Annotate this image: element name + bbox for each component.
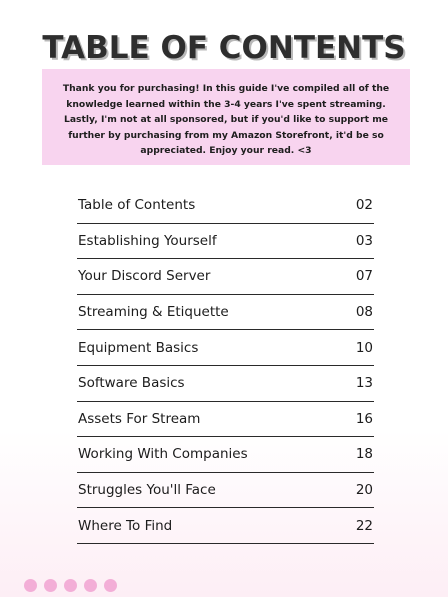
- toc-entry-page: 08: [355, 304, 373, 321]
- toc-row[interactable]: [77, 508, 374, 544]
- toc-row[interactable]: [77, 366, 374, 402]
- toc-entry-title: Streaming & Etiquette: [78, 304, 229, 321]
- page-title: TABLE OF CONTENTS: [42, 29, 406, 66]
- toc-row[interactable]: [77, 295, 374, 331]
- dot-icon: [64, 579, 77, 592]
- toc-entry-page: 20: [355, 482, 373, 499]
- toc-entry-page: 18: [355, 446, 373, 463]
- toc-entry-page: 13: [355, 375, 373, 392]
- decorative-dots: [24, 579, 117, 592]
- toc-entry-title: Table of Contents: [78, 197, 196, 214]
- toc-row[interactable]: [77, 402, 374, 438]
- toc-entry-title: Where To Find: [78, 517, 173, 534]
- dot-icon: [44, 579, 57, 592]
- toc-entry-title: Establishing Yourself: [78, 232, 217, 249]
- toc-row[interactable]: [77, 224, 374, 260]
- toc-row[interactable]: [77, 473, 374, 509]
- dot-icon: [104, 579, 117, 592]
- toc-entry-page: 10: [355, 339, 373, 356]
- toc-row[interactable]: [77, 437, 374, 473]
- toc-entry-title: Your Discord Server: [78, 268, 211, 285]
- dot-icon: [84, 579, 97, 592]
- toc-row[interactable]: [77, 259, 374, 295]
- toc-row[interactable]: [77, 330, 374, 366]
- toc-entry-page: 22: [355, 517, 373, 534]
- toc-entry-page: 07: [355, 268, 373, 285]
- toc-entry-title: Software Basics: [78, 375, 185, 392]
- intro-note: Thank you for purchasing! In this guide I've compiled all of the knowledge learned within the 3-4 years I've spent streaming. Lastly, I'm not at all sponsored, but if you'd like to support me further by purchasing from my Amazon Storefront, it'd be so appreciated. Enjoy your read. <3: [42, 69, 410, 165]
- toc-entry-title: Assets For Stream: [78, 410, 201, 427]
- toc-entry-title: Equipment Basics: [78, 339, 199, 356]
- dot-icon: [24, 579, 37, 592]
- toc-row[interactable]: [77, 188, 374, 224]
- toc-entry-page: 16: [355, 410, 373, 427]
- toc-entry-title: Working With Companies: [78, 446, 248, 463]
- toc-entry-title: Struggles You'll Face: [78, 482, 216, 499]
- toc-entry-page: 02: [355, 197, 373, 214]
- toc-entry-page: 03: [355, 232, 373, 249]
- table-of-contents: [77, 188, 374, 544]
